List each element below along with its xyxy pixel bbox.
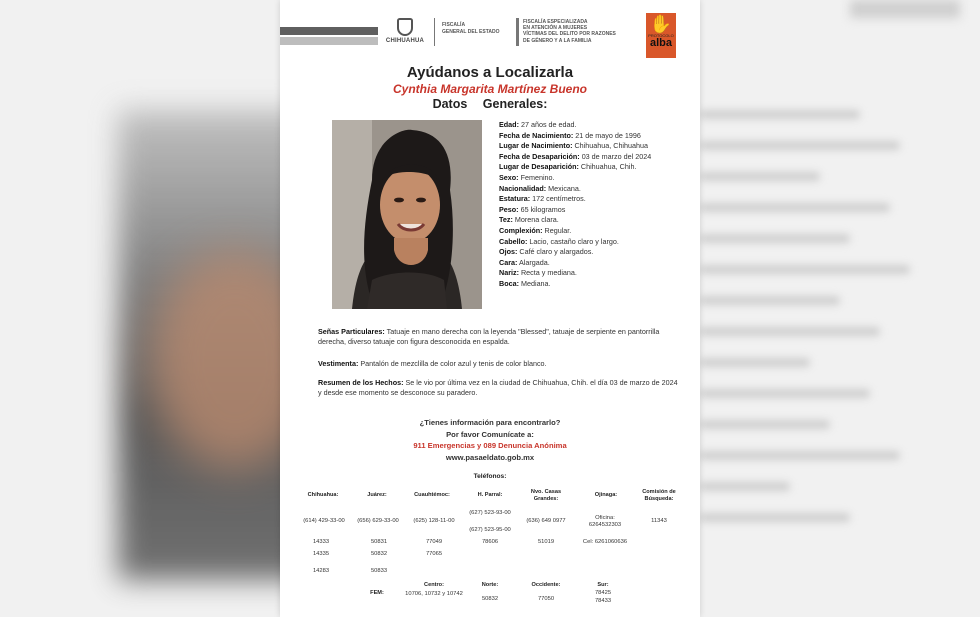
fem-logo-mark-icon [516,18,519,46]
alba-protocol-logo [646,13,676,58]
detail-value: Mediana. [520,278,551,288]
detail-value: 03 de marzo del 2024 [581,151,652,161]
city-juarez: Juárez: [367,492,387,498]
detail-value: 21 de mayo de 1996 [575,130,641,140]
detail-edad [499,120,689,131]
ext-cuauhtemoc: 77049 [425,539,443,545]
emergency-numbers: 911 Emergencias y 089 Denuncia Anónima [413,441,567,450]
person-photo-illustration [332,120,482,309]
fem-sur-label: Sur: [597,582,609,588]
detail-fecha-desaparicion [499,152,689,163]
city-parral: H. Parral: [477,492,503,498]
city-cuauhtemoc: Cuauhtémoc: [414,492,450,498]
detail-label: Sexo: [499,172,519,182]
fem-centro-label: Centro: [424,582,444,588]
city-ojinaga: Ojinaga: [594,492,618,498]
fem-line: DE GÉNERO Y A LA FAMILIA [523,37,592,44]
detail-value: Café claro y alargados. [519,247,594,257]
general-details [499,120,689,290]
detail-label: Tez: [499,215,513,225]
detail-value: Chihuahua, Chih. [580,162,637,172]
vestimenta-text: Pantalón de mezclilla de color azul y tenis de color blanco. [360,359,547,368]
phone-ojinaga-cel: Cel: 6261060636 [582,539,628,545]
city-comision: Comisión de Búsqueda: [642,489,676,502]
phone-juarez: (656) 629-33-00 [357,518,399,524]
header-divider [434,18,435,46]
detail-tez [499,215,689,226]
phone-comision: 11343 [651,518,667,524]
resumen-hechos [318,378,678,398]
website-link[interactable]: www.pasaeldato.gob.mx [445,452,535,462]
detail-label: Boca: [499,278,519,288]
fem-line: VÍCTIMAS DEL DELITO POR RAZONES [523,31,616,38]
fem-occidente-label: Occidente: [531,582,561,588]
contact-question: ¿Tienes información para encontrarlo? [419,418,561,427]
ext-juarez: 50831 [370,539,388,545]
detail-value: Mexicana. [548,183,581,193]
senas-text: Tatuaje en mano derecha con la leyenda "Blessed", tatuaje de serpiente en pantorrilla derecha, diverso tatuaje con figura desconocida en espalda. [318,327,660,347]
detail-lugar-desaparicion [499,162,689,173]
city-nci: Nvo. Casas Grandes: [530,489,562,502]
flyer-title: Ayúdanos a Localizarla [406,64,574,81]
detail-label: Cabello: [499,236,528,246]
detail-value: Recta y mediana. [520,268,577,278]
ext-chihuahua: 14335 [312,551,330,557]
fem-logo [523,19,635,44]
background-blur-text [700,110,930,590]
detail-label: Fecha de Desaparición: [499,151,580,161]
vestimenta-label: Vestimenta: [318,359,359,368]
detail-value: 172 centímetros. [532,194,586,204]
fiscalia-logo [442,22,512,35]
section-heading: Datos Generales: [432,97,548,111]
detail-nacionalidad [499,184,689,195]
detail-value: Lacio, castaño claro y largo. [529,236,619,246]
city-chihuahua: Chihuahua: [307,492,339,498]
ext-juarez: 50832 [370,551,388,557]
background-blur-strip [850,0,960,18]
detail-sexo [499,173,689,184]
ext-nci: 51019 [537,539,555,545]
senas-label: Señas Particulares: [318,327,385,336]
detail-estatura [499,194,689,205]
missing-person-flyer [280,0,700,617]
detail-label: Nariz: [499,268,519,278]
detail-value: Chihuahua, Chihuahua [574,141,649,151]
fiscalia-line: FISCALÍA [442,22,466,28]
detail-cabello [499,237,689,248]
phone-parral-1: (627) 523-93-00 [469,510,511,516]
fem-label: FEM: [370,590,384,596]
header-stripe-gray [280,37,378,45]
phone-nci: (636) 649 0977 [526,518,566,524]
person-name: Cynthia Margarita Martínez Bueno [392,82,588,96]
phones-heading: Teléfonos: [473,473,507,480]
fem-occidente-ext: 77050 [537,596,555,602]
fem-line: FISCALÍA ESPECIALIZADA [523,19,588,25]
fem-norte-ext: 50832 [481,596,499,602]
alba-figure-icon: ✋ [649,14,673,34]
detail-peso [499,205,689,216]
detail-value: Alargada. [519,257,550,267]
fem-line: EN ATENCIÓN A MUJERES [523,25,588,32]
detail-label: Lugar de Desaparición: [499,162,579,172]
detail-value: Regular. [544,225,572,235]
detail-value: 27 años de edad. [520,120,577,129]
ext-chihuahua: 14333 [312,539,330,545]
fem-sur-ext: 78425 [594,590,612,596]
detail-fecha-nacimiento [499,131,689,142]
detail-boca [499,279,689,290]
senas-particulares [318,327,678,347]
state-shield-icon [397,18,413,36]
fiscalia-line: GENERAL DEL ESTADO [442,28,500,35]
person-photo [332,120,482,309]
detail-ojos [499,247,689,258]
contact-block [280,417,700,463]
fem-centro-ext: 10706, 10732 y 10742 [405,591,463,597]
detail-nariz [499,268,689,279]
detail-label: Fecha de Nacimiento: [499,130,574,140]
detail-value: 65 kilogramos [520,204,566,214]
resumen-label: Resumen de los Hechos: [318,378,404,387]
phone-ojinaga-oficina: 6264532303 [588,522,622,528]
chihuahua-logo-text: CHIHUAHUA [385,38,425,44]
detail-label: Cara: [499,257,518,267]
detail-label: Edad: [499,120,519,129]
detail-label: Complexión: [499,225,543,235]
detail-lugar-nacimiento [499,141,689,152]
header-stripe-dark [280,27,378,35]
alba-name-text: alba [649,37,672,49]
resumen-text: Se le vio por última vez en la ciudad de Chihuahua, Chih. el día 03 de marzo de 2024 y desde ese momento se desconoce su paradero. [318,378,678,398]
vestimenta [318,359,678,369]
detail-label: Estatura: [499,194,531,204]
phone-chihuahua: (614) 429-33-00 [303,518,345,524]
chihuahua-logo [385,18,425,44]
detail-value: Morena clara. [514,215,559,225]
phone-cuauhtemoc: (625) 128-11-00 [413,518,455,524]
ext-juarez: 50833 [370,568,388,574]
detail-value: Femenino. [520,172,555,182]
detail-label: Lugar de Nacimiento: [499,141,573,151]
contact-please: Por favor Comunícate a: [446,429,534,439]
phone-parral-2: (627) 523-95-00 [469,527,511,533]
ext-cuauhtemoc: 77065 [425,551,443,557]
fem-sur-ext: 78433 [594,598,612,604]
alba-program-text: PROTOCOLO [648,33,674,38]
ojinaga-oficina-label: Oficina: [595,515,615,521]
flyer-header [280,0,700,60]
ext-chihuahua: 14283 [312,568,330,574]
fem-norte-label: Norte: [481,582,499,588]
detail-label: Nacionalidad: [499,183,547,193]
ext-parral: 78606 [481,539,499,545]
detail-complexion [499,226,689,237]
detail-label: Ojos: [499,247,518,257]
detail-label: Peso: [499,204,519,214]
detail-cara [499,258,689,269]
